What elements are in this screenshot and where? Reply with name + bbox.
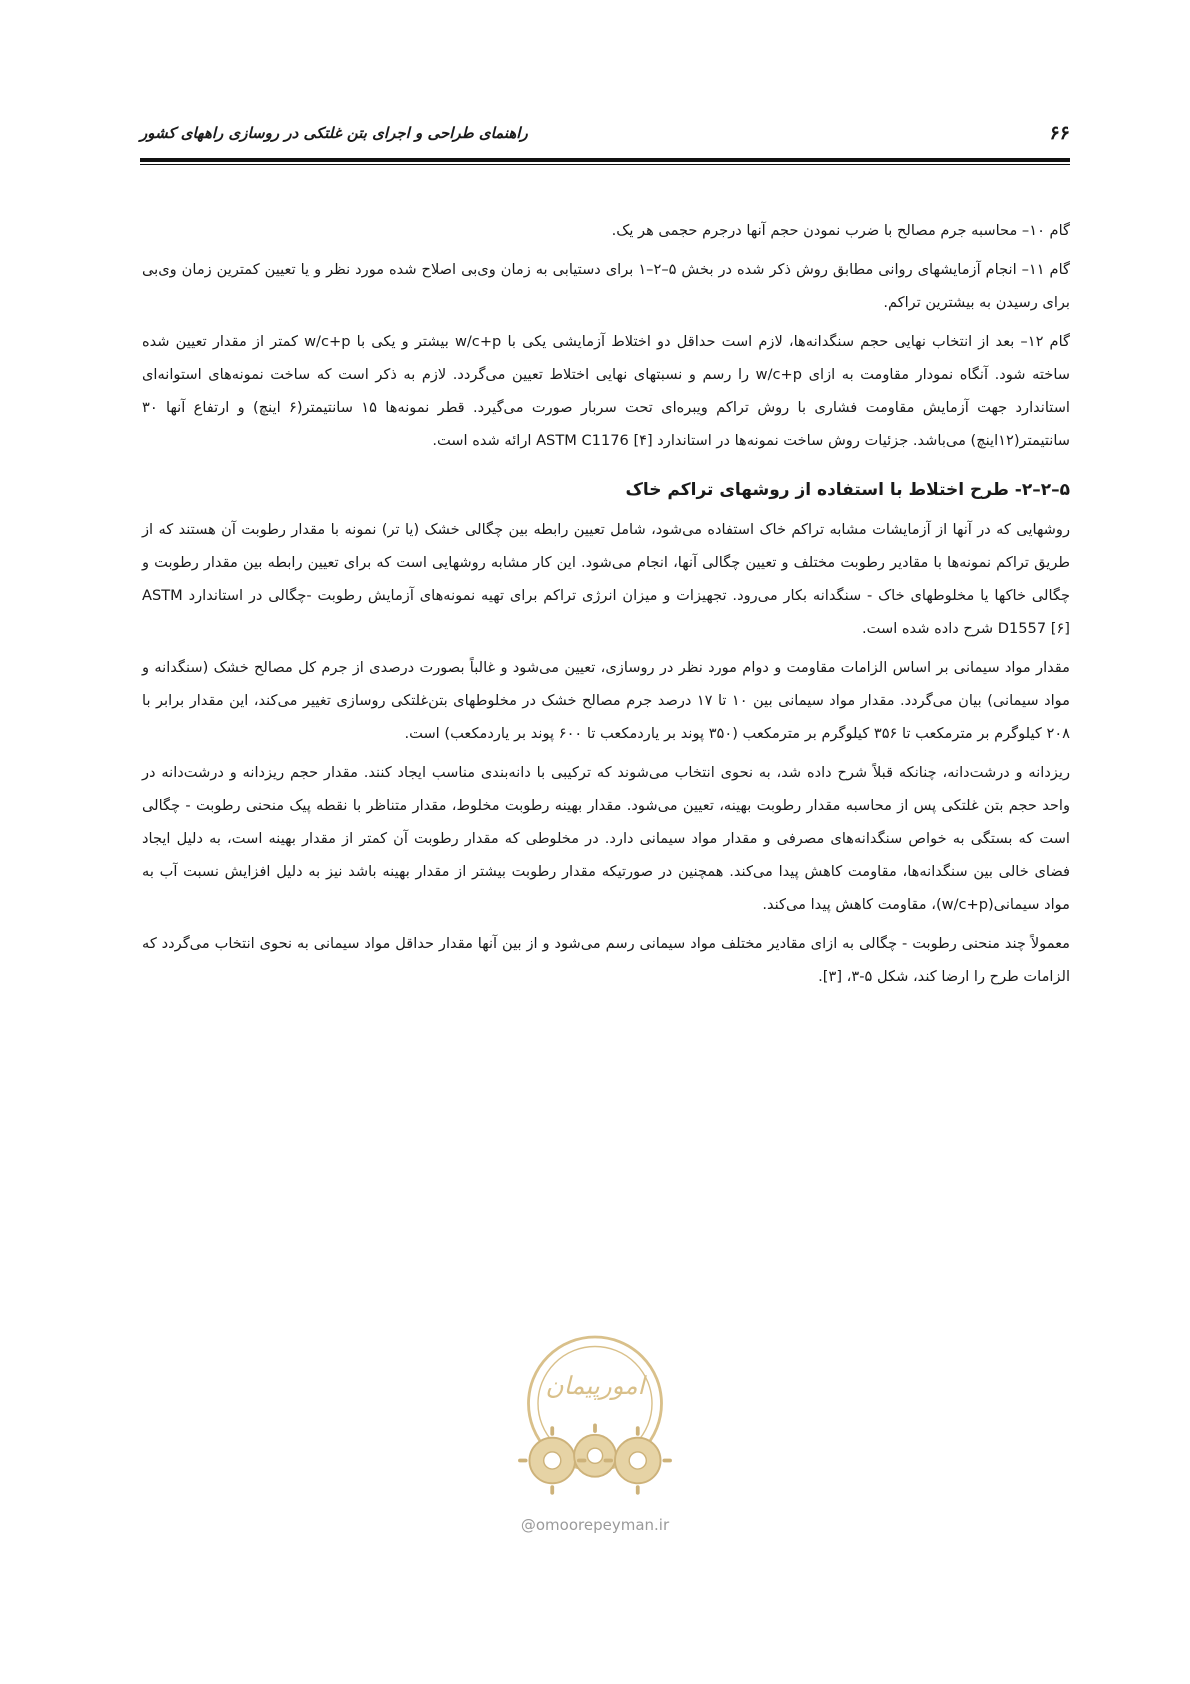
paragraph-curves: معمولاً چند منحنی رطوبت - چگالی به ازای مقادیر مختلف مواد سیمانی رسم می‌شود و از بین آنها مقدار حداقل مواد سیمانی به نحوی انتخاب می‌گردد که الزامات طرح را ارضا کند، شکل ۵-۳، [۳].	[142, 935, 1070, 985]
paragraph-step-12: گام ۱۲– بعد از انتخاب نهایی حجم سنگدانه‌ها، لازم است حداقل دو اختلاط آزمایشی یکی با w/c+p بیشتر و یکی با w/c+p کمتر از مقدار تعیین شده ساخته شود. آنگاه نمودار مقاومت به ازای w/c+p را رسم و نسبتهای نهایی اختلاط تعیین می‌گردد. لازم به ذکر است که ساخت نمونه‌های استوانه‌ای استاندارد جهت آزمایش مقاومت فشاری با روش تراکم ویبره‌ای تحت سربار صورت می‌گیرد. قطر نمونه‌ها ۱۵ سانتیمتر(۶ اینچ) و ارتفاع آنها ۳۰ سانتیمتر(۱۲اینچ) می‌باشد. جزئیات روش ساخت نمونه‌ها در استاندارد ASTM C1176 [۴] ارائه شده است.	[142, 333, 1070, 449]
seal-text: امورپیمان	[545, 1371, 645, 1400]
paragraph-aggregates: ریزدانه و درشت‌دانه، چنانکه قبلاً شرح داده شد، به نحوی انتخاب می‌شوند که ترکیبی با دانه‌بندی مناسب ایجاد کنند. مقدار حجم ریزدانه و درشت‌دانه در واحد حجم بتن غلتکی پس از محاسبه مقدار رطوبت بهینه، تعیین می‌شود. مقدار بهینه رطوبت مخلوط، مقدار متناظر با نقطه پیک منحنی رطوبت - چگالی است که بستگی به خواص سنگدانه‌های مصرفی و مقدار مواد سیمانی دارد. در مخلوطی که مقدار رطوبت آن کمتر از مقدار بهینه است، به دلیل ایجاد فضای خالی بین سنگدانه‌ها، مقاومت کاهش پیدا می‌کند. همچنین در صورتیکه مقدار رطوبت بیشتر از مقدار بهینه باشد نیز به دلیل افزایش نسبت آب به مواد سیمانی(w/c+p)، مقاومت کاهش پیدا می‌کند.	[142, 764, 1070, 913]
watermark-logo	[490, 1318, 700, 1558]
running-title: راهنمای طراحی و اجرای بتن غلتکی در روسازی راههای کشور	[140, 124, 528, 142]
watermark-url: @omoorepeyman.ir	[520, 1516, 670, 1534]
page-number: ۶۶	[1049, 122, 1070, 144]
paragraph-step-11: گام ۱۱– انجام آزمایشهای روانی مطابق روش ذکر شده در بخش ۵–۲–۱ برای دستیابی به زمان وی‌بی اصلاح شده مورد نظر و یا تعیین کمترین زمان وی‌بی برای رسیدن به بیشترین تراکم.	[142, 261, 1070, 311]
header-rule-thin	[140, 164, 1070, 165]
header-rule	[140, 158, 1070, 162]
seal-icon	[500, 1318, 690, 1508]
paragraph-step-10: گام ۱۰– محاسبه جرم مصالح با ضرب نمودن حجم آنها درجرم حجمی هر یک.	[611, 222, 1070, 239]
paragraph-soil-methods: روشهایی که در آنها از آزمایشات مشابه تراکم خاک استفاده می‌شود، شامل تعیین رابطه بین چگالی خشک (یا تر) نمونه با مقدار رطوبت آن هستند که از طریق تراکم نمونه‌ها با مقادیر رطوبت مختلف و تعیین چگالی آنها، انجام می‌شود. این کار مشابه روشهایی است که برای تعیین رابطه بین مقدار رطوبت و چگالی خاکها یا مخلوطهای خاک - سنگدانه بکار می‌رود. تجهیزات و میزان انرژی تراکم برای تهیه نمونه‌های آزمایش رطوبت -چگالی در استاندارد ASTM D1557 [۶] شرح داده شده است.	[142, 521, 1070, 637]
page-header	[140, 122, 1070, 152]
paragraph-cement-content: مقدار مواد سیمانی بر اساس الزامات مقاومت و دوام مورد نظر در روسازی، تعیین می‌شود و غالباً بصورت درصدی از جرم کل مصالح خشک (سنگدانه و مواد سیمانی) بیان می‌گردد. مقدار مواد سیمانی بین ۱۰ تا ۱۷ درصد جرم مصالح خشک در مخلوطهای بتن‌غلتکی روسازی تغییر می‌کند، این مقدار برابر با ۲۰۸ کیلوگرم بر مترمکعب تا ۳۵۶ کیلوگرم بر مترمکعب (۳۵۰ پوند بر یاردمکعب تا ۶۰۰ پوند بر یاردمکعب) است.	[142, 659, 1070, 742]
section-heading: ۵–۲–۲- طرح اختلاط با استفاده از روشهای تراکم خاک	[625, 480, 1070, 500]
body-text	[142, 214, 1070, 999]
